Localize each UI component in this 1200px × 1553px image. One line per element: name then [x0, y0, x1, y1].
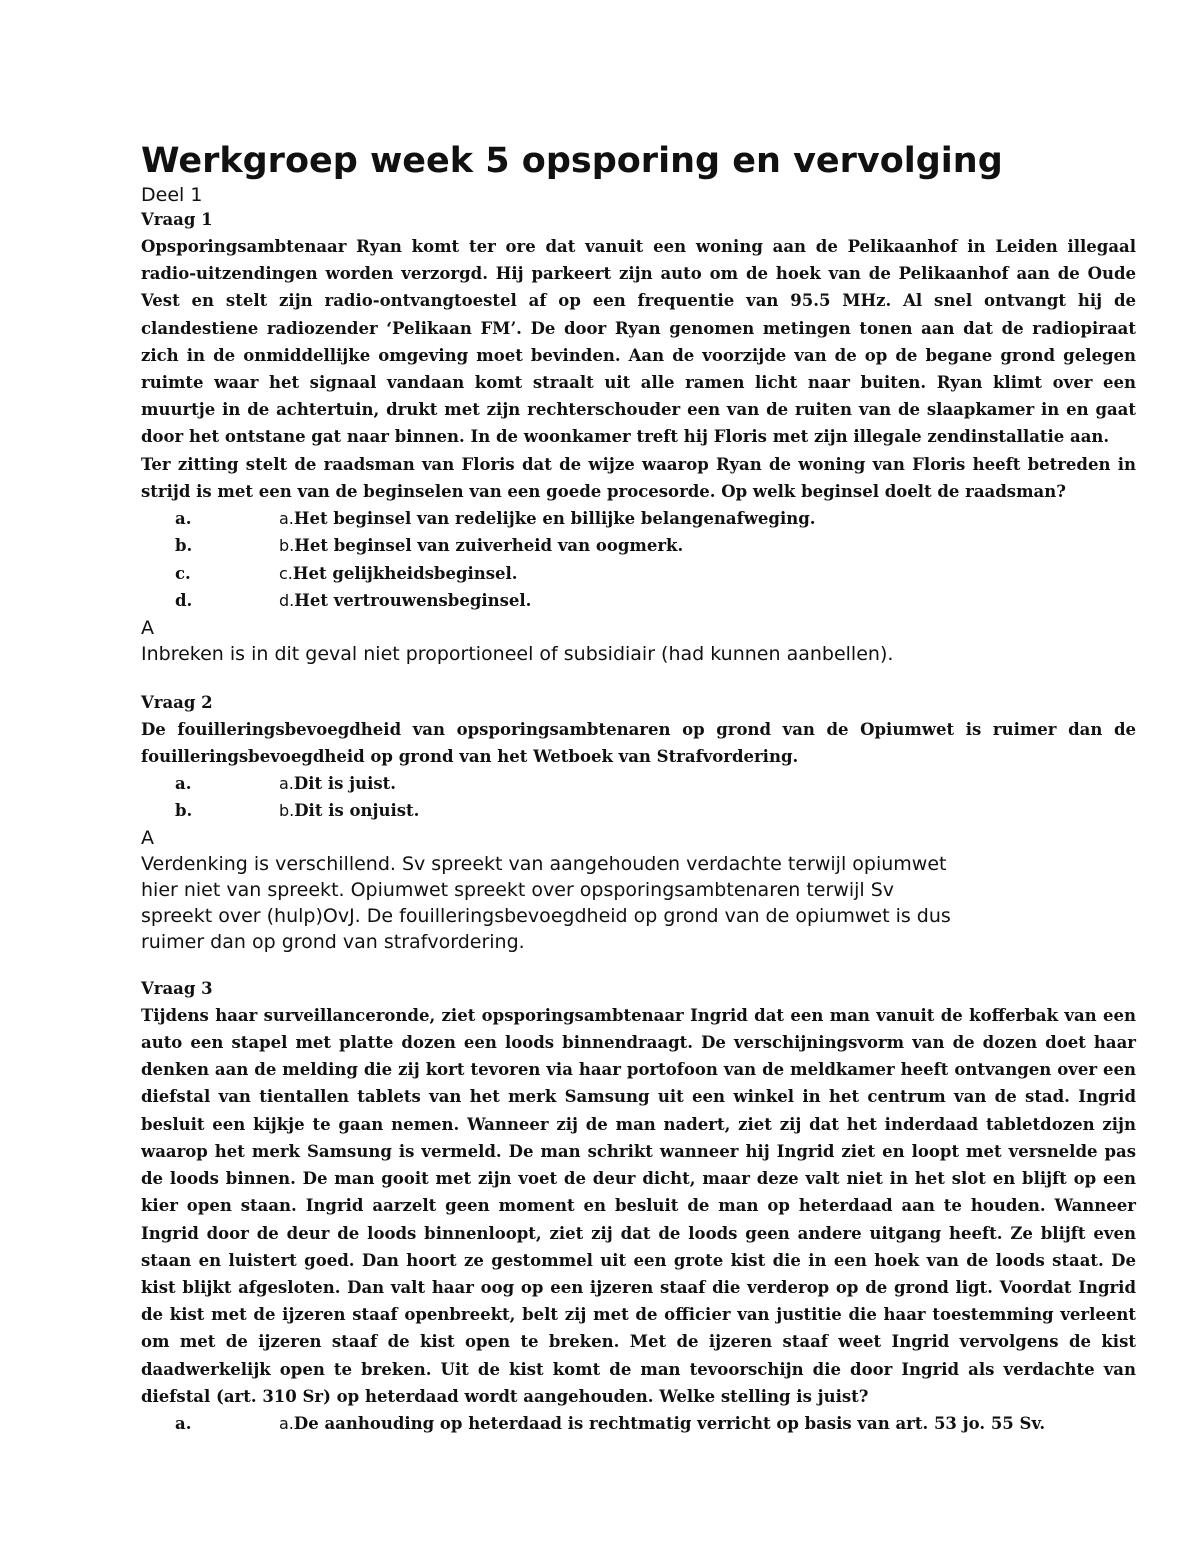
option-marker: a.	[279, 774, 294, 794]
option-letter: d.	[175, 591, 193, 611]
option-letter: b.	[175, 536, 193, 556]
option-b	[141, 532, 1136, 559]
section-heading: Deel 1	[141, 184, 203, 206]
question-2-text: De fouilleringsbevoegdheid van opsporingsambtenaren op grond van de Opiumwet is ruimer dan de fouilleringsbevoegdheid op grond van het Wetboek van Strafvordering.	[141, 719, 1136, 766]
option-marker: a.	[279, 1413, 294, 1433]
question-3-text: Tijdens haar surveillanceronde, ziet opsporingsambtenaar Ingrid dat een man vanuit de kofferbak van een auto een stapel met platte dozen een loods binnendraagt. De verschijningsvorm van de dozen doet haar denken aan de melding die zij kort tevoren via haar portofoon van de meldkamer heeft ontvangen over een diefstal van tientallen tablets van het merk Samsung uit een winkel in het centrum van de stad. Ingrid besluit een kijkje te gaan nemen. Wanneer zij de man nadert, ziet zij dat het inderdaad tabletdozen zijn waarop het merk Samsung is vermeld. De man schrikt wanneer hij Ingrid ziet en loopt met versnelde pas de loods binnen. De man gooit met zijn voet de deur dicht, maar deze valt niet in het slot en blijft op een kier open staan. Ingrid aarzelt geen moment en besluit de man op heterdaad aan te houden. Wanneer Ingrid door de deur de loods binnenloopt, ziet zij dat de loods geen andere uitgang heeft. Ze blijft even staan en luistert goed. Dan hoort ze gestommel uit een grote kist die in een hoek van de loods staat. De kist blijkt afgesloten. Dan valt haar oog op een ijzeren staaf die verderop op de grond ligt. Voordat Ingrid de kist met de ijzeren staaf openbreekt, belt zij met de officier van justitie die haar toestemming verleent om met de ijzeren staaf de kist open te breken. Met de ijzeren staaf weet Ingrid vervolgens de kist daadwerkelijk open te breken. Uit de kist komt de man tevoorschijn die door Ingrid als verdachte van diefstal (art. 310 Sr) op heterdaad wordt aangehouden. Welke stelling is juist?	[141, 1005, 1136, 1406]
option-letter: a.	[175, 774, 192, 794]
option-letter: a.	[175, 509, 192, 529]
option-text: Het beginsel van redelijke en billijke belangenafweging.	[293, 509, 816, 529]
question-1-text: Opsporingsambtenaar Ryan komt ter ore dat vanuit een woning aan de Pelikaanhof in Leiden illegaal radio-uitzendingen worden verzorgd. Hij parkeert zijn auto om de hoek van de Pelikaanhof aan de Oude Vest en stelt zijn radio-ontvangtoestel af op een frequentie van 95.5 MHz. Al snel ontvangt hij de clandestiene radiozender ‘Pelikaan FM’. De door Ryan genomen metingen tonen aan dat de radiopiraat zich in de onmiddellijke omgeving moet bevinden. Aan de voorzijde van de op de begane grond gelegen ruimte waar het signaal vandaan komt straalt uit alle ramen licht naar buiten. Ryan klimt over een muurtje in de achtertuin, drukt met zijn rechterschouder een van de ruiten van de slaapkamer in en gaat door het ontstane gat naar binnen. In de woonkamer treft hij Floris met zijn illegale zendinstallatie aan.	[141, 237, 1136, 447]
option-text: Het gelijkheidsbeginsel.	[292, 563, 518, 583]
option-letter: b.	[175, 801, 193, 821]
option-text: De aanhouding op heterdaad is rechtmatig verricht op basis van art. 53 jo. 55 Sv.	[293, 1413, 1046, 1433]
option-text: Het vertrouwensbeginsel.	[294, 591, 532, 611]
question-1-explanation: Inbreken is in dit geval niet proportioneel of subsidiair (had kunnen aanbellen).	[141, 642, 894, 665]
question-2-explanation-line-2: hier niet van spreekt. Opiumwet spreekt over opsporingsambtenaren terwijl Sv	[141, 878, 895, 901]
document-title: Werkgroep week 5 opsporing en vervolging	[141, 141, 1003, 181]
option-text: Het beginsel van zuiverheid van oogmerk.	[294, 536, 684, 556]
option-marker: b.	[279, 536, 295, 556]
document-content	[141, 138, 1136, 1437]
option-a	[141, 770, 1136, 797]
option-a	[141, 1410, 1136, 1437]
question-1-label: Vraag 1	[141, 210, 213, 229]
option-marker: c.	[279, 563, 293, 583]
option-text: Dit is onjuist.	[294, 801, 420, 821]
option-c	[141, 560, 1136, 587]
option-letter: a.	[175, 1413, 192, 1433]
question-2-explanation-line-3: spreekt over (hulp)OvJ. De fouilleringsbevoegdheid op grond van de opiumwet is dus	[141, 904, 951, 927]
question-2-label: Vraag 2	[141, 692, 213, 712]
question-3-options	[141, 1410, 1136, 1437]
option-d	[141, 587, 1136, 614]
question-1-prompt: Ter zitting stelt de raadsman van Floris dat de wijze waarop Ryan de woning van Floris heeft betreden in strijd is met een van de beginselen van een goede procesorde. Op welk beginsel doelt de raadsman?	[141, 454, 1136, 501]
question-1-answer: A	[141, 616, 154, 639]
question-2-answer: A	[141, 826, 154, 849]
question-1-options	[141, 505, 1136, 615]
option-marker: d.	[279, 591, 295, 611]
option-marker: a.	[279, 509, 294, 529]
question-2-explanation-line-4: ruimer dan op grond van strafvordering.	[141, 930, 525, 953]
option-marker: b.	[279, 801, 295, 821]
question-2-options	[141, 770, 1136, 825]
option-b	[141, 797, 1136, 824]
option-text: Dit is juist.	[293, 774, 397, 794]
question-2-explanation-line-1: Verdenking is verschillend. Sv spreekt van aangehouden verdachte terwijl opiumwet	[141, 852, 947, 875]
option-a	[141, 505, 1136, 532]
option-letter: c.	[175, 563, 191, 583]
question-3-label: Vraag 3	[141, 978, 213, 998]
